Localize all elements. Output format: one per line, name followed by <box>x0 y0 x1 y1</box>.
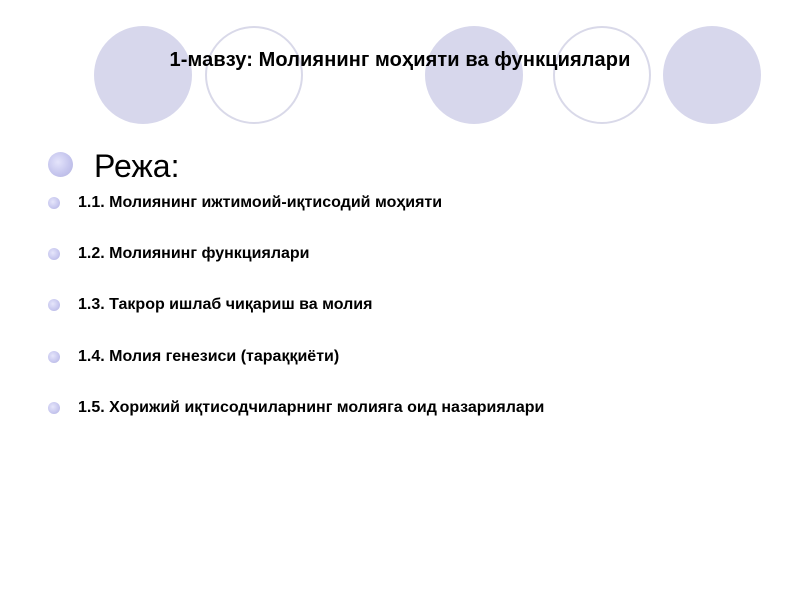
list-item-text: 1.1. Молиянинг ижтимоий-иқтисодий моҳияти <box>78 194 443 211</box>
list-item-text: 1.5. Хорижий иқтисодчиларнинг молияга оид назариялари <box>78 399 545 416</box>
decor-circle-4 <box>553 26 651 124</box>
decor-circle-3 <box>425 26 523 124</box>
decor-circle-5 <box>663 26 761 124</box>
bullet-icon <box>48 402 60 414</box>
list-item-text: 1.4. Молия генезиси (тараққиёти) <box>78 348 340 365</box>
bullet-icon <box>48 351 60 363</box>
decor-circle-2 <box>205 26 303 124</box>
slide-title: 1-мавзу: Молиянинг моҳияти ва функциялари <box>169 49 631 71</box>
list-item-text: 1.3. Такрор ишлаб чиқариш ва молия <box>78 296 373 313</box>
list-item-text: 1.2. Молиянинг функциялари <box>78 245 310 262</box>
bullet-icon <box>48 248 60 260</box>
bullet-icon <box>48 152 73 177</box>
bullet-icon <box>48 299 60 311</box>
plan-heading-text: Режа: <box>94 148 180 184</box>
bullet-icon <box>48 197 60 209</box>
decor-circle-1 <box>94 26 192 124</box>
